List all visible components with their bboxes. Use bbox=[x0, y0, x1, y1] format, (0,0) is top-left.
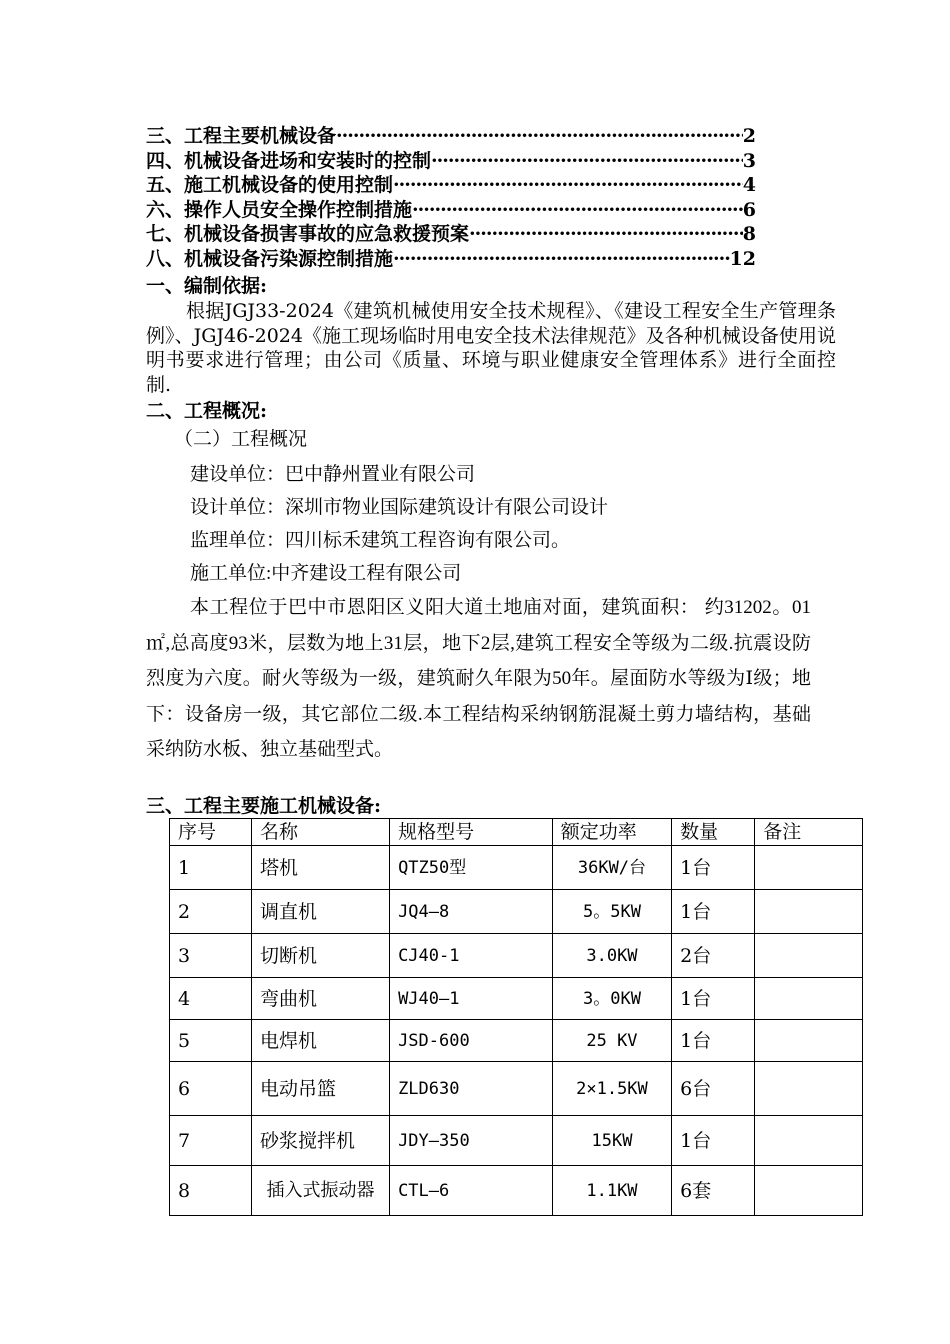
header-name: 名称 bbox=[251, 819, 389, 846]
cell-note bbox=[755, 846, 863, 890]
cell-note bbox=[755, 1116, 863, 1166]
equipment-heading: 三、工程主要施工机械设备: bbox=[146, 795, 382, 817]
cell-name: 电动吊篮 bbox=[251, 1062, 389, 1116]
cell-spec: JDY—350 bbox=[390, 1116, 553, 1166]
cell-power: 25 KV bbox=[552, 1020, 671, 1062]
overview-subheading: （二）工程概况 bbox=[174, 429, 308, 450]
table-row bbox=[170, 1166, 863, 1216]
cell-name: 砂浆搅拌机 bbox=[251, 1116, 389, 1166]
cell-name: 调直机 bbox=[251, 890, 389, 934]
header-spec: 规格型号 bbox=[390, 819, 553, 846]
toc-entry-title: 三、工程主要机械设备 bbox=[146, 125, 337, 147]
cell-qty: 1台 bbox=[672, 890, 755, 934]
supervisor-line: 监理单位：四川标禾建筑工程咨询有限公司。 bbox=[190, 530, 571, 551]
basis-section bbox=[146, 299, 836, 397]
cell-spec: CJ40-1 bbox=[390, 934, 553, 978]
cell-name: 电焊机 bbox=[251, 1020, 389, 1062]
toc-entry-title: 八、机械设备污染源控制措施 bbox=[146, 247, 394, 270]
toc-entry[interactable] bbox=[146, 173, 756, 198]
cell-power: 2×1.5KW bbox=[552, 1062, 671, 1116]
cell-spec: ZLD630 bbox=[390, 1062, 553, 1116]
cell-name: 插入式振动器 bbox=[251, 1166, 389, 1216]
toc-leader-dots bbox=[431, 149, 743, 174]
cell-spec: CTL—6 bbox=[390, 1166, 553, 1216]
overview-heading: 二、工程概况: bbox=[146, 400, 268, 422]
header-note: 备注 bbox=[755, 819, 863, 846]
toc-leader-dots bbox=[412, 198, 743, 223]
toc-entry[interactable] bbox=[146, 198, 756, 223]
cell-note bbox=[755, 1166, 863, 1216]
cell-note bbox=[755, 1062, 863, 1116]
basis-text: 根据JGJ33-2024《建筑机械使用安全技术规程》、《建设工程安全生产管理条例》、JGJ46-2024《施工现场临时用电安全技术法律规范》及各种机械设备使用说明书要求进行管理；由公司《质量、环境与职业健康安全管理体系》进行全面控制. bbox=[146, 300, 836, 396]
cell-qty: 1台 bbox=[672, 1116, 755, 1166]
owner-line: 建设单位：巴中静州置业有限公司 bbox=[190, 464, 476, 485]
toc-leader-dots bbox=[336, 124, 743, 149]
cell-no: 8 bbox=[170, 1166, 252, 1216]
toc-entry-page: 3 bbox=[742, 149, 756, 172]
cell-spec: JSD-600 bbox=[390, 1020, 553, 1062]
cell-name: 弯曲机 bbox=[251, 978, 389, 1020]
cell-spec: QTZ50型 bbox=[390, 846, 553, 890]
project-description: 本工程位于巴中市恩阳区义阳大道土地庙对面，建筑面积： 约31202。01㎡,总高度93米，层数为地上31层，地下2层,建筑工程安全等级为二级.抗震设防烈度为六度。耐火等级为一级，建筑耐久年限为50年。屋面防水等级为Ⅰ级；地下：设备房一级，其它部位二级.本工程结构采纳钢筋混凝土剪力墙结构，基础采纳防水板、独立基础型式。 bbox=[146, 597, 811, 761]
cell-name: 塔机 bbox=[251, 846, 389, 890]
header-qty: 数量 bbox=[672, 819, 755, 846]
toc-entry[interactable] bbox=[146, 124, 756, 149]
toc-entry-page: 8 bbox=[742, 223, 756, 245]
cell-qty: 1台 bbox=[672, 846, 755, 890]
cell-no: 5 bbox=[170, 1020, 252, 1062]
toc-leader-dots bbox=[469, 222, 743, 247]
table-header-row bbox=[170, 819, 863, 846]
cell-qty: 1台 bbox=[672, 1020, 755, 1062]
cell-spec: JQ4—8 bbox=[390, 890, 553, 934]
toc-entry-title: 七、机械设备损害事故的应急救援预案 bbox=[146, 223, 470, 245]
cell-note bbox=[755, 978, 863, 1020]
cell-no: 6 bbox=[170, 1062, 252, 1116]
header-power: 额定功率 bbox=[552, 819, 671, 846]
toc-entry-page: 12 bbox=[729, 247, 756, 270]
table-row bbox=[170, 1020, 863, 1062]
header-no: 序号 bbox=[170, 819, 252, 846]
cell-power: 3.0KW bbox=[552, 934, 671, 978]
table-row bbox=[170, 1116, 863, 1166]
cell-note bbox=[755, 1020, 863, 1062]
toc-entry[interactable] bbox=[146, 222, 756, 247]
toc-entry-page: 2 bbox=[742, 125, 756, 147]
cell-no: 3 bbox=[170, 934, 252, 978]
cell-no: 1 bbox=[170, 846, 252, 890]
cell-qty: 6套 bbox=[672, 1166, 755, 1216]
toc-leader-dots bbox=[393, 247, 730, 272]
toc-entry-title: 五、施工机械设备的使用控制 bbox=[146, 174, 394, 196]
table-row bbox=[170, 1062, 863, 1116]
toc-leader-dots bbox=[393, 173, 743, 198]
cell-power: 5。5KW bbox=[552, 890, 671, 934]
equipment-table bbox=[169, 818, 863, 1216]
toc-entry[interactable] bbox=[146, 149, 756, 174]
table-row bbox=[170, 978, 863, 1020]
toc-entry-title: 六、操作人员安全操作控制措施 bbox=[146, 198, 413, 221]
designer-line: 设计单位：深圳市物业国际建筑设计有限公司设计 bbox=[190, 497, 609, 518]
cell-note bbox=[755, 890, 863, 934]
cell-power: 36KW/台 bbox=[552, 846, 671, 890]
cell-no: 7 bbox=[170, 1116, 252, 1166]
cell-spec: WJ40—1 bbox=[390, 978, 553, 1020]
toc-entry-page: 6 bbox=[742, 198, 756, 221]
table-row bbox=[170, 846, 863, 890]
toc-entry-title: 四、机械设备进场和安装时的控制 bbox=[146, 149, 432, 172]
cell-no: 4 bbox=[170, 978, 252, 1020]
cell-qty: 1台 bbox=[672, 978, 755, 1020]
cell-qty: 6台 bbox=[672, 1062, 755, 1116]
cell-power: 1.1KW bbox=[552, 1166, 671, 1216]
cell-qty: 2台 bbox=[672, 934, 755, 978]
table-row bbox=[170, 890, 863, 934]
cell-no: 2 bbox=[170, 890, 252, 934]
cell-power: 15KW bbox=[552, 1116, 671, 1166]
cell-name: 切断机 bbox=[251, 934, 389, 978]
table-of-contents bbox=[146, 124, 756, 271]
toc-entry[interactable] bbox=[146, 247, 756, 272]
table-row bbox=[170, 934, 863, 978]
basis-heading: 一、编制依据: bbox=[146, 275, 268, 297]
cell-note bbox=[755, 934, 863, 978]
contractor-line: 施工单位:中齐建设工程有限公司 bbox=[190, 563, 462, 584]
toc-entry-page: 4 bbox=[742, 174, 756, 196]
cell-power: 3。0KW bbox=[552, 978, 671, 1020]
